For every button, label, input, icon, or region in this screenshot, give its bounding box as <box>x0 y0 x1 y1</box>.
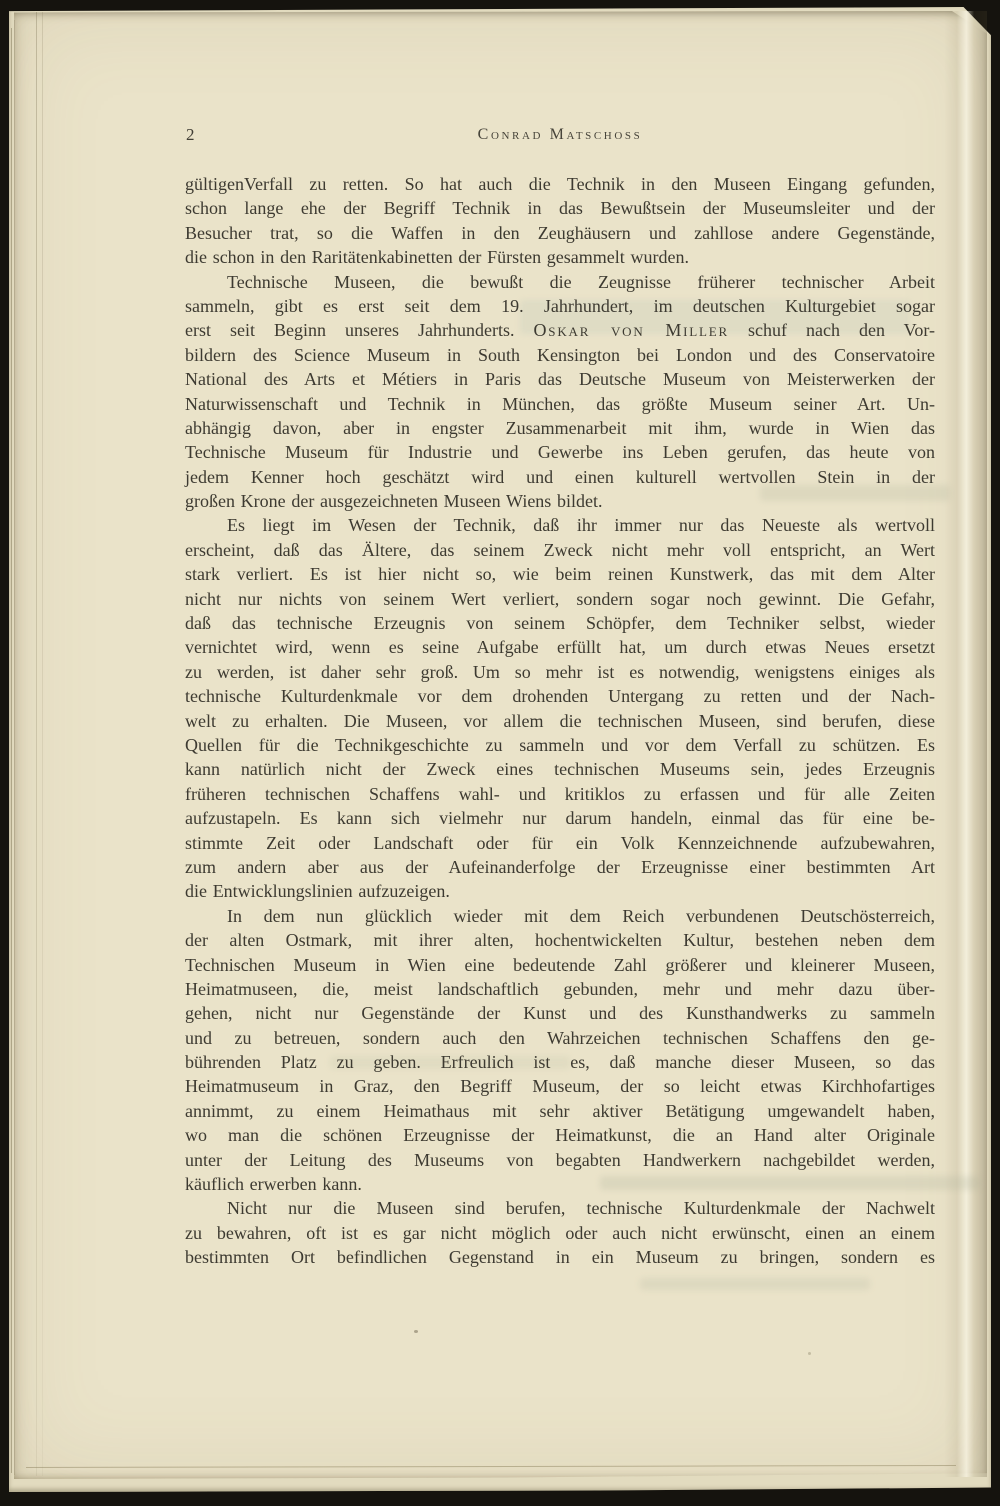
text-block <box>185 172 935 1270</box>
text-line: zu bewahren, oft ist es gar nicht möglich oder auch nicht erwünscht, einen an einem <box>185 1222 935 1243</box>
page-stack-edge-line <box>11 28 12 1473</box>
text-line: bührenden Platz zu geben. Erfreulich ist es, daß manche dieser Museen, so das <box>185 1052 935 1073</box>
printed-content <box>185 122 935 1270</box>
text-line: erst seit Beginn unseres Jahrhunderts. Oskar von Miller schuf nach den Vor- <box>185 320 935 341</box>
text-line: bestimmten Ort befindlichen Gegenstand in ein Museum zu bringen, sondern es <box>185 1247 935 1268</box>
text-line: früheren technischen Schaffens wahl- und kritiklos zu erfassen und für alle Zeiten <box>185 783 935 804</box>
text-line: annimmt, zu einem Heimathaus mit sehr aktiver Betätigung umgewandelt haben, <box>185 1100 935 1121</box>
text-line: Heimatmuseum in Graz, den Begriff Museum, der so leicht etwas Kirchhofartiges <box>185 1076 935 1097</box>
text-line: welt zu erhalten. Die Museen, vor allem die technischen Museen, sind berufen, diese <box>185 710 935 731</box>
text-line: Technische Museum für Industrie und Gewerbe ins Leben gerufen, das heute von <box>185 442 935 463</box>
text-line: Es liegt im Wesen der Technik, daß ihr immer nur das Neueste als wertvoll <box>227 515 935 536</box>
text-line: stimmte Zeit oder Landschaft oder für ein Volk Kennzeichnende aufzubewahren, <box>185 832 935 853</box>
text-line: nicht nur nichts von seinem Wert verliert, sondern sogar noch gewinnt. Die Gefahr, <box>185 588 935 609</box>
text-line: schon lange ehe der Begriff Technik in das Bewußtsein der Museumsleiter und der <box>185 198 935 219</box>
running-header-author: Conrad Matschoss <box>477 126 643 143</box>
gutter-fold-line <box>36 12 37 1476</box>
text-line: kann natürlich nicht der Zweck eines technischen Museums sein, jedes Erzeugnis <box>185 759 935 780</box>
text-line: und zu betreuen, sondern auch den Wahrzeichen technischen Schaffens den ge- <box>185 1027 935 1048</box>
text-line: käuflich erwerben kann. <box>185 1174 362 1195</box>
text-line: abhängig davon, aber in engster Zusammenarbeit mit ihm, wurde in Wien das <box>185 417 935 438</box>
text-line: Naturwissenschaft und Technik in München, das größte Museum seiner Art. Un- <box>185 393 935 414</box>
text-line: vernichtet wird, wenn es seine Aufgabe erfüllt hat, um durch etwas Neues ersetzt <box>185 637 935 658</box>
text-line: aufzustapeln. Es kann sich vielmehr nur darum handeln, einmal das für eine be- <box>185 808 935 829</box>
text-line: gültigenVerfall zu retten. So hat auch die Technik in den Museen Eingang gefunden, <box>185 174 935 194</box>
text-line: Heimatmuseen, die, meist landschaftlich gebunden, mehr und mehr dazu über- <box>185 978 935 999</box>
text-line: zu werden, ist daher sehr groß. Um so mehr ist es notwendig, wenigstens einiges als <box>185 661 935 682</box>
text-line: bildern des Science Museum in South Kensington bei London und des Conservatoire <box>185 344 935 365</box>
text-line: unter der Leitung des Museums von begabten Handwerkern nachgebildet werden, <box>185 1149 935 1170</box>
text-line: erscheint, daß das Ältere, das seinem Zweck nicht mehr voll entspricht, an Wert <box>185 539 935 560</box>
text-line: Technische Museen, die bewußt die Zeugnisse früherer technischer Arbeit <box>227 271 935 292</box>
text-line: jedem Kenner hoch geschätzt wird und einen kulturell wertvollen Stein in der <box>185 466 935 487</box>
running-header <box>185 122 935 148</box>
text-line: Nicht nur die Museen sind berufen, technische Kulturdenkmale der Nachwelt <box>227 1198 935 1219</box>
text-line: sammeln, gibt es erst seit dem 19. Jahrhundert, im deutschen Kulturgebiet sogar <box>185 295 935 316</box>
text-line: zum andern aber aus der Aufeinanderfolge der Erzeugnisse einer bestimmten Art <box>185 856 935 877</box>
page-stack-edge-line <box>14 20 15 1475</box>
paper-speck <box>414 1330 418 1333</box>
text-line: der alten Ostmark, mit ihrer alten, hochentwickelten Kultur, bestehen neben dem <box>185 930 935 951</box>
text-line: großen Krone der ausgezeichneten Museen Wiens bildet. <box>185 491 603 512</box>
paper-speck <box>808 1352 811 1355</box>
text-line: die Entwicklungslinien aufzuzeigen. <box>185 881 450 902</box>
text-line: National des Arts et Métiers in Paris das Deutsche Museum von Meisterwerken der <box>185 369 935 390</box>
smallcaps-person-name: Oskar von Miller <box>533 320 729 341</box>
text-line: Quellen für die Technikgeschichte zu sammeln und vor dem Verfall zu schützen. Es <box>185 734 935 755</box>
text-line: die schon in den Raritätenkabinetten der Fürsten gesammelt wurden. <box>185 247 689 268</box>
text-line: stark verliert. Es ist hier nicht so, wie beim reinen Kunstwerk, das mit dem Alter <box>185 564 935 585</box>
text-line: daß das technische Erzeugnis von seinem Schöpfer, dem Techniker selbst, wieder <box>185 613 935 634</box>
text-line: wo man die schönen Erzeugnisse der Heimatkunst, die an Hand alter Originale <box>185 1125 935 1146</box>
text-line: gehen, nicht nur Gegenstände der Kunst und des Kunsthandwerks zu sammeln <box>185 1003 935 1024</box>
page-number: 2 <box>186 125 195 144</box>
text-line: In dem nun glücklich wieder mit dem Reich verbundenen Deutschösterreich, <box>227 905 935 926</box>
text-line: Technischen Museum in Wien eine bedeutende Zahl größerer und kleinerer Museen, <box>185 954 935 975</box>
gutter-fold-line <box>42 12 43 1476</box>
text-line: Besucher trat, so die Waffen in den Zeughäusern und zahllose andere Gegenstände, <box>185 222 935 243</box>
text-line: technische Kulturdenkmale vor dem drohenden Untergang zu retten und der Nach- <box>185 686 935 707</box>
